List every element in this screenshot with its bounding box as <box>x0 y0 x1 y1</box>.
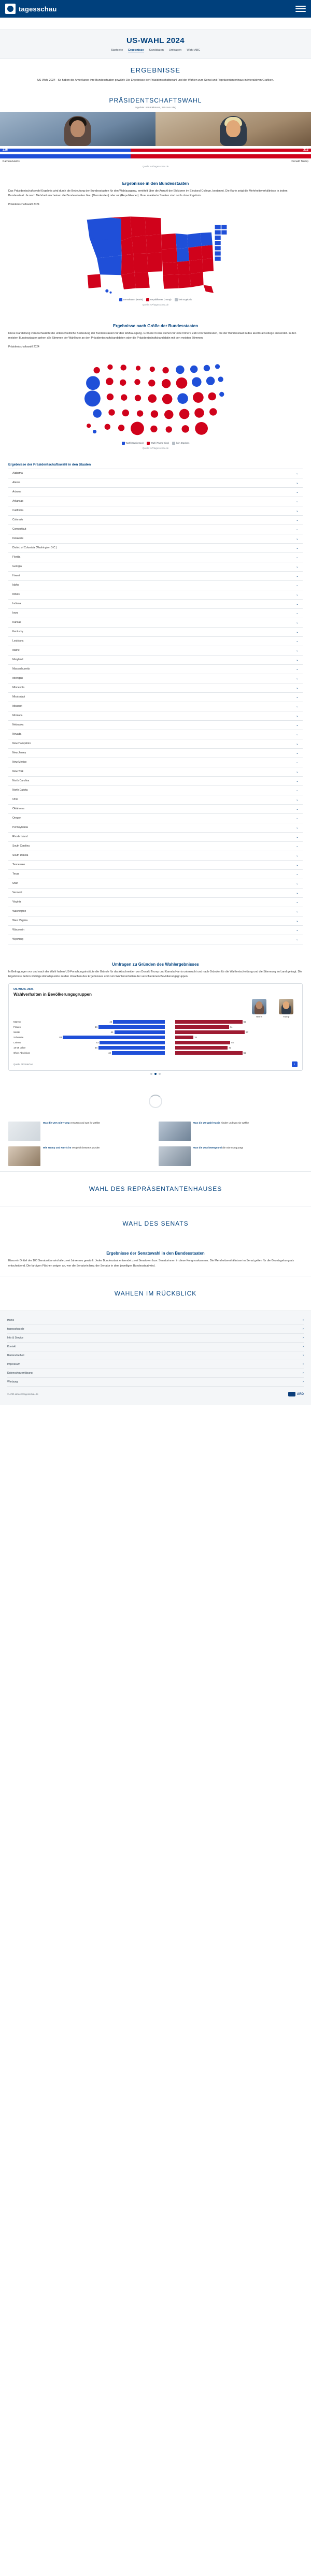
state-row-ohio[interactable] <box>8 795 303 805</box>
chevron-down-icon: ⌄ <box>295 565 299 569</box>
retro-heading: WAHLEN IM RÜCKBLICK <box>114 1290 197 1298</box>
state-row-new-mexico[interactable] <box>8 758 303 767</box>
footer-link-tagesschau[interactable]: tagesschau.de › <box>7 1325 304 1334</box>
senate-states-text: Etwa ein Drittel der 100 Senatssitze wird alle zwei Jahre neu gewählt. Jeder Bundesstaat entsendet zwei Senatoren bzw. Senatorinnen in diese Kongresskammer. Die Mehrheitsverhältnisse im Senat gelten für die Gesetzgebung als entscheidend. Die farbigen Flächen zeigen an, wer die Senatorin bzw. der Senator in dem jeweiligen Bundesstaat wird. <box>8 1259 294 1268</box>
state-label: Colorado <box>12 518 23 522</box>
state-label: Nevada <box>12 733 22 736</box>
teaser-title: Was die USA mit Trump <box>43 1122 70 1125</box>
map-chart-label: Präsidentschaftswahl 2024 <box>8 202 39 206</box>
chevron-down-icon: ⌄ <box>295 481 299 485</box>
chevron-down-icon: ⌄ <box>295 789 299 792</box>
teaser-thumbnail <box>8 1122 40 1141</box>
bubble-chart-label: Präsidentschaftswahl 2024 <box>8 345 39 348</box>
chevron-down-icon: ⌄ <box>295 798 299 802</box>
chevron-right-icon: › <box>303 1354 304 1358</box>
state-row-virginia[interactable] <box>8 898 303 907</box>
chevron-down-icon: ⌄ <box>295 835 299 839</box>
state-label: Massachusetts <box>12 667 30 671</box>
poll-widget-kicker: US-WAHL 2024 <box>13 988 34 992</box>
chevron-down-icon: ⌄ <box>295 882 299 885</box>
state-label: Virginia <box>12 900 21 904</box>
state-label: Pennsylvania <box>12 826 28 829</box>
footer-link-werbung[interactable]: Werbung › <box>7 1378 304 1387</box>
chevron-down-icon: ⌄ <box>295 723 299 727</box>
chevron-down-icon: ⌄ <box>295 733 299 736</box>
chevron-down-icon: ⌄ <box>295 863 299 867</box>
teaser-text <box>43 1122 100 1141</box>
chevron-right-icon: › <box>303 1328 304 1331</box>
chevron-right-icon: › <box>303 1345 304 1349</box>
state-label: Utah <box>12 882 18 885</box>
states-results-section <box>0 457 311 952</box>
bubble-section-text: Diese Darstellung veranschaulicht die unterschiedliche Bedeutung der Bundesstaaten für den Wahlausgang. Größere Kreise stehen für eine höhere Zahl von Wahlleuten, die der Bundesstaat in das Electoral College entsendet. In den meisten Bundesstaaten gehen alle Stimmen der Wahlleute an den Präsidentschaftskandidaten oder die Präsidentschaftskandidatin mit den meisten Stimmen. <box>8 331 296 340</box>
presidential-source: Quelle: AP/tagesschau.de <box>142 165 169 168</box>
state-row-idaho[interactable] <box>8 581 303 590</box>
map-section <box>0 171 311 313</box>
elector-bar-underline <box>0 154 311 158</box>
state-row-california[interactable] <box>8 506 303 516</box>
state-row-mississippi[interactable] <box>8 693 303 702</box>
teaser-thumbnail <box>8 1146 40 1166</box>
state-row-illinois[interactable] <box>8 590 303 600</box>
state-row-washington[interactable] <box>8 907 303 916</box>
state-label: North Dakota <box>12 789 28 792</box>
chevron-down-icon: ⌄ <box>295 845 299 848</box>
teaser-text <box>193 1146 243 1166</box>
poll-widget-head <box>9 984 302 998</box>
teaser-item[interactable] <box>8 1146 152 1166</box>
senate-states-section <box>0 1241 311 1276</box>
state-row-dc[interactable] <box>8 544 303 553</box>
footer-link-info-service[interactable]: Info & Service › <box>7 1334 304 1343</box>
state-label: Tennessee <box>12 863 25 867</box>
state-label: Iowa <box>12 612 18 615</box>
bubble-legend-item-harris: Wahl (Harris-Sieg) <box>122 442 144 445</box>
state-label: New Mexico <box>12 761 27 764</box>
carousel-dot-2[interactable] <box>154 1073 157 1075</box>
chevron-down-icon: ⌄ <box>295 677 299 680</box>
state-row-massachusetts[interactable] <box>8 665 303 674</box>
polls-text: In Befragungen vor und nach der Wahl haben US-Forschungsinstitute die Gründe für das Abschneiden von Donald Trump und Kamala Harris untersucht und nach Gründen für die Wahlentscheidung und die Stimmung im Land gefragt. Die Ergebnisse liefern wichtige Anhaltspunkte zu den Ursachen des Ergebnisses und zum Wählerverhalten der verschiedenen Bevölkerungsgruppen. <box>8 970 302 978</box>
chevron-down-icon: ⌄ <box>295 928 299 932</box>
state-label: Louisiana <box>12 639 24 643</box>
chevron-down-icon: ⌄ <box>295 612 299 615</box>
poll-chart-rows <box>9 1018 302 1059</box>
state-label: Hawaii <box>12 574 21 578</box>
state-label: Indiana <box>12 602 21 606</box>
legend-item-no-result: kein Ergebnis <box>175 298 192 301</box>
state-label: Mississippi <box>12 695 25 699</box>
tagesschau-icon <box>5 4 16 14</box>
state-label: Minnesota <box>12 686 25 690</box>
chevron-right-icon: › <box>303 1336 304 1340</box>
state-label: North Carolina <box>12 779 30 783</box>
chart-row: Frauen 54 44 <box>13 1026 233 1029</box>
footer-link-kontakt[interactable]: Kontakt › <box>7 1343 304 1351</box>
state-row-maine[interactable] <box>8 646 303 656</box>
state-label: South Carolina <box>12 845 30 848</box>
subnav-item-wahl-abc[interactable]: Wahl-ABC <box>187 49 201 52</box>
poll-widget-source: Quelle: AP VoteCast <box>13 1063 33 1066</box>
state-label: Rhode Island <box>12 835 28 839</box>
chevron-down-icon: ⌄ <box>295 807 299 811</box>
chevron-down-icon: ⌄ <box>295 556 299 559</box>
subnav-item-kandidaten[interactable]: Kandidaten <box>149 49 164 52</box>
state-label: District of Columbia (Washington D.C.) <box>12 546 57 550</box>
chevron-down-icon: ⌄ <box>295 602 299 606</box>
state-label: Georgia <box>12 565 22 569</box>
state-row-delaware[interactable] <box>8 534 303 544</box>
footer <box>0 1311 311 1405</box>
map-section-title: Ergebnisse in den Bundesstaaten <box>122 181 189 186</box>
candidate-trump-photo <box>156 112 311 146</box>
teaser-subtitle: Vergleich bewertet wurden <box>72 1146 100 1149</box>
state-label: California <box>12 509 24 513</box>
chart-row: 18-29 Jahre 54 43 <box>13 1046 232 1050</box>
footer-link-datenschutz[interactable]: Datenschutzerklärung › <box>7 1369 304 1378</box>
state-label: Alaska <box>12 481 21 485</box>
state-row-connecticut[interactable] <box>8 525 303 534</box>
chevron-right-icon: › <box>303 1372 304 1375</box>
chevron-down-icon: ⌄ <box>295 658 299 662</box>
chevron-down-icon: ⌄ <box>295 779 299 783</box>
chart-row: Weiße 41 57 <box>13 1031 249 1034</box>
state-row-oregon[interactable] <box>8 814 303 823</box>
senate-section <box>0 1206 311 1241</box>
map-source: Quelle: AP/tagesschau.de <box>142 303 169 306</box>
state-row-florida[interactable] <box>8 553 303 562</box>
chevron-down-icon: ⌄ <box>295 919 299 923</box>
state-row-new-hampshire[interactable] <box>8 739 303 749</box>
teaser-item[interactable] <box>159 1122 303 1141</box>
top-header <box>0 0 311 18</box>
chevron-down-icon: ⌄ <box>295 900 299 904</box>
state-label: Arkansas <box>12 500 23 503</box>
state-row-michigan[interactable] <box>8 674 303 683</box>
state-label: Montana <box>12 714 23 718</box>
state-row-maryland[interactable] <box>8 656 303 665</box>
teaser-text <box>43 1146 100 1166</box>
chevron-down-icon: ⌄ <box>295 891 299 895</box>
chevron-down-icon: ⌄ <box>295 630 299 634</box>
state-label: Oregon <box>12 817 21 820</box>
teaser-thumbnail <box>159 1146 191 1166</box>
bubble-section <box>0 313 311 457</box>
footer-bottom <box>7 1387 304 1396</box>
teaser-title: Was die USA bewegt und <box>193 1146 222 1149</box>
state-label: Nebraska <box>12 723 24 727</box>
state-label: New Hampshire <box>12 742 31 746</box>
state-label: Michigan <box>12 677 23 680</box>
state-row-colorado[interactable] <box>8 516 303 525</box>
footer-copyright: © ARD-aktuell / tagesschau.de <box>7 1393 38 1396</box>
results-intro-section <box>0 59 311 91</box>
loading-area <box>0 1083 311 1119</box>
teaser-text <box>193 1122 249 1141</box>
map-legend <box>8 298 303 301</box>
state-row-new-york[interactable] <box>8 767 303 777</box>
state-row-minnesota[interactable] <box>8 683 303 693</box>
footer-link-impressum[interactable]: Impressum › <box>7 1360 304 1369</box>
state-label: Maryland <box>12 658 23 662</box>
state-label: Maine <box>12 649 20 652</box>
candidate-harris[interactable] <box>0 112 156 146</box>
state-row-oklahoma[interactable] <box>8 805 303 814</box>
state-label: New York <box>12 770 24 774</box>
loading-spinner-icon <box>149 1095 162 1108</box>
chevron-down-icon: ⌄ <box>295 714 299 718</box>
poll-legend-trump: Trump <box>277 999 295 1018</box>
chevron-down-icon: ⌄ <box>295 472 299 475</box>
state-label: South Dakota <box>12 854 29 857</box>
state-row-west-virginia[interactable] <box>8 916 303 926</box>
teaser-item[interactable] <box>159 1146 303 1166</box>
house-section <box>0 1171 311 1206</box>
candidate-harris-name: Kamala Harris <box>3 159 20 163</box>
presidential-heading: PRÄSIDENTSCHAFTSWAHL <box>109 96 202 104</box>
menu-icon[interactable] <box>295 6 306 12</box>
chevron-down-icon: ⌄ <box>295 761 299 764</box>
presidential-hero <box>0 91 311 171</box>
brand-name: tagesschau <box>19 5 57 13</box>
teaser-subtitle: erwarten und was ihr wählte <box>70 1122 100 1125</box>
state-label: Wisconsin <box>12 928 24 932</box>
teaser-subtitle: die Stimmung prägt <box>222 1146 243 1149</box>
chevron-down-icon: ⌄ <box>295 751 299 755</box>
teaser-title: Was die US-Wahl Harris <box>193 1122 220 1125</box>
state-label: Arizona <box>12 490 21 494</box>
states-list-heading: Ergebnisse der Präsidentschaftswahl in den Staaten <box>8 462 91 467</box>
poll-widget-title: Wahlverhalten in Bevölkerungsgruppen <box>13 992 92 997</box>
poll-legend-harris: Harris <box>250 999 268 1018</box>
chevron-down-icon: ⌄ <box>295 621 299 624</box>
footer-link-barrierefreiheit[interactable]: Barrierefreiheit › <box>7 1351 304 1360</box>
ard-label: ARD <box>297 1392 304 1396</box>
state-row-arkansas[interactable] <box>8 497 303 506</box>
chevron-down-icon: ⌄ <box>295 742 299 746</box>
chevron-down-icon: ⌄ <box>295 667 299 671</box>
subnav-item-startseite[interactable]: Startseite <box>110 49 123 52</box>
state-row-missouri[interactable] <box>8 702 303 711</box>
sub-navigation <box>0 45 311 53</box>
ard-mark-icon <box>288 1392 295 1396</box>
polls-heading: Umfragen zu Gründen des Wahlergebnisses <box>112 962 199 967</box>
chevron-right-icon: › <box>303 1363 304 1366</box>
chevron-down-icon: ⌄ <box>295 500 299 503</box>
state-row-south-dakota[interactable] <box>8 851 303 861</box>
senate-states-title: Ergebnisse der Senatswahl in den Bundesstaaten <box>106 1251 205 1256</box>
polls-section <box>0 952 311 1084</box>
states-accordion <box>8 469 303 944</box>
carousel-dot-3[interactable] <box>159 1073 161 1075</box>
legend-item-harris: Demokraten (Harris) <box>119 298 143 301</box>
house-heading: WAHL DES REPRÄSENTANTENHAUSES <box>89 1185 222 1193</box>
poll-widget-legend <box>9 998 302 1018</box>
state-row-wyoming[interactable] <box>8 935 303 944</box>
state-row-alaska[interactable] <box>8 478 303 488</box>
state-row-texas[interactable] <box>8 870 303 879</box>
teaser-subtitle: hindert und was sie wählte <box>221 1122 249 1125</box>
state-row-louisiana[interactable] <box>8 637 303 646</box>
candidate-trump[interactable] <box>156 112 311 146</box>
bubble-legend-item-no-result: kein Ergebnis <box>172 442 189 445</box>
presidential-subline: Ergebnis: 538 Elektoren, 270 zum Sieg <box>135 106 176 109</box>
results-intro-text: US-Wahl 2024 - So haben die Amerikaner ihre Bundesstaaten gewählt: Die Ergebnisse der Präsidentschaftswahl und der Wahlen zum Senat und Repräsentantenhaus in interaktiven Grafiken. <box>37 79 274 82</box>
chevron-down-icon: ⌄ <box>295 872 299 876</box>
teaser-thumbnail <box>159 1122 191 1141</box>
elector-count-trump: 312 <box>131 149 311 152</box>
state-row-north-dakota[interactable] <box>8 786 303 795</box>
state-label: West Virginia <box>12 919 28 923</box>
chart-row: Männer 42 55 <box>13 1021 246 1024</box>
chevron-down-icon: ⌄ <box>295 817 299 820</box>
candidate-harris-photo <box>0 112 156 146</box>
chevron-down-icon: ⌄ <box>295 528 299 531</box>
state-row-kentucky[interactable] <box>8 628 303 637</box>
state-label: Alabama <box>12 472 23 475</box>
us-results-map[interactable] <box>8 209 303 296</box>
state-label: New Jersey <box>12 751 26 755</box>
state-row-tennessee[interactable] <box>8 861 303 870</box>
state-row-arizona[interactable] <box>8 488 303 497</box>
subnav-item-ergebnisse[interactable]: Ergebnisse <box>128 49 144 52</box>
subnav-item-umfragen[interactable]: Umfragen <box>168 49 182 52</box>
elector-bar <box>0 146 311 154</box>
state-label: Florida <box>12 556 21 559</box>
bubble-legend-item-trump: Wahl (Trump-Sieg) <box>147 442 169 445</box>
candidate-row <box>0 112 311 146</box>
elector-count-harris: 226 <box>0 149 131 152</box>
state-row-iowa[interactable] <box>8 609 303 618</box>
state-label: Missouri <box>12 705 22 708</box>
state-label: Delaware <box>12 537 24 541</box>
teaser-item[interactable] <box>8 1122 152 1141</box>
state-label: Oklahoma <box>12 807 24 811</box>
state-row-alabama[interactable] <box>8 469 303 478</box>
results-heading: ERGEBNISSE <box>130 66 181 74</box>
chevron-down-icon: ⌄ <box>295 854 299 857</box>
state-label: Illinois <box>12 593 20 596</box>
state-label: Connecticut <box>12 528 26 531</box>
chevron-down-icon: ⌄ <box>295 695 299 699</box>
chevron-down-icon: ⌄ <box>295 518 299 522</box>
secondary-navbar <box>0 18 311 30</box>
state-row-nevada[interactable] <box>8 730 303 739</box>
chevron-down-icon: ⌄ <box>295 826 299 829</box>
chevron-down-icon: ⌄ <box>295 593 299 596</box>
teaser-grid <box>0 1119 311 1171</box>
state-row-vermont[interactable] <box>8 889 303 898</box>
state-row-georgia[interactable] <box>8 562 303 572</box>
footer-link-home[interactable]: Home › <box>7 1316 304 1325</box>
state-row-south-carolina[interactable] <box>8 842 303 851</box>
chevron-down-icon: ⌄ <box>295 509 299 513</box>
chevron-right-icon: › <box>303 1319 304 1322</box>
candidate-trump-name: Donald Trump <box>291 159 308 163</box>
retro-section <box>0 1276 311 1311</box>
chevron-down-icon: ⌄ <box>295 537 299 541</box>
chevron-down-icon: ⌄ <box>295 910 299 913</box>
chevron-down-icon: ⌄ <box>295 770 299 774</box>
chevron-right-icon: › <box>303 1380 304 1384</box>
state-row-wisconsin[interactable] <box>8 926 303 935</box>
state-label: Kansas <box>12 621 21 624</box>
candidate-names-row <box>0 158 311 163</box>
chevron-down-icon: ⌄ <box>295 574 299 578</box>
state-row-pennsylvania[interactable] <box>8 823 303 833</box>
chevron-down-icon: ⌄ <box>295 546 299 550</box>
chevron-down-icon: ⌄ <box>295 584 299 587</box>
legend-item-trump: Republikaner (Trump) <box>146 298 172 301</box>
state-label: Ohio <box>12 798 18 802</box>
senate-heading: WAHL DES SENATS <box>122 1220 189 1228</box>
bubble-section-title: Ergebnisse nach Größe der Bundesstaaten <box>112 323 199 328</box>
state-row-rhode-island[interactable] <box>8 833 303 842</box>
state-row-montana[interactable] <box>8 711 303 721</box>
poll-widget[interactable] <box>8 983 303 1071</box>
state-label: Washington <box>12 910 26 913</box>
state-row-nebraska[interactable] <box>8 721 303 730</box>
chevron-down-icon: ⌄ <box>295 938 299 941</box>
state-label: Idaho <box>12 584 19 587</box>
chart-row: Schwarze 83 15 <box>13 1036 197 1039</box>
state-row-indiana[interactable] <box>8 600 303 609</box>
state-row-hawaii[interactable] <box>8 572 303 581</box>
chevron-down-icon: ⌄ <box>295 639 299 643</box>
teaser-title: Wie Trump und Harris im <box>43 1146 72 1149</box>
state-row-new-jersey[interactable] <box>8 749 303 758</box>
chevron-down-icon: ⌄ <box>295 705 299 708</box>
state-label: Texas <box>12 872 20 876</box>
chevron-down-icon: ⌄ <box>295 649 299 652</box>
carousel-dots[interactable] <box>8 1071 303 1076</box>
state-row-north-carolina[interactable] <box>8 777 303 786</box>
page-title: US-WAHL 2024 <box>126 36 185 45</box>
state-label: Kentucky <box>12 630 23 634</box>
state-row-kansas[interactable] <box>8 618 303 628</box>
ard-logo[interactable] <box>288 1392 304 1396</box>
poll-widget-footer <box>9 1059 302 1070</box>
page-title-band <box>0 30 311 59</box>
bubble-source: Quelle: AP/tagesschau.de <box>142 446 169 449</box>
us-bubble-map[interactable] <box>8 352 303 440</box>
state-label: Vermont <box>12 891 22 895</box>
carousel-dot-1[interactable] <box>150 1073 152 1075</box>
info-icon[interactable]: i <box>292 1061 298 1067</box>
chart-row: Ohne Abschluss 43 55 <box>13 1052 246 1055</box>
chevron-down-icon: ⌄ <box>295 490 299 494</box>
chart-row: Latinos 53 45 <box>13 1041 234 1044</box>
bubble-legend <box>8 442 303 445</box>
brand-logo[interactable] <box>5 4 57 14</box>
state-label: Wyoming <box>12 938 23 941</box>
chevron-down-icon: ⌄ <box>295 686 299 690</box>
map-section-text: Das Präsidentschaftswahl-Ergebnis wird durch die Bedeutung der Bundesstaaten für den Wahlausgang, ermittelt über die Anzahl der Elektoren im Electoral College, bestimmt. Die Karte zeigt die Mehrheitsverhältnisse in jedem Bundesstaat: Je nach Mehrheit erscheinen die Bundesstaaten blau (Demokraten) oder rot (Republikaner). Grau markierte Staaten sind noch ohne Ergebnis. <box>8 189 288 198</box>
state-row-utah[interactable] <box>8 879 303 889</box>
